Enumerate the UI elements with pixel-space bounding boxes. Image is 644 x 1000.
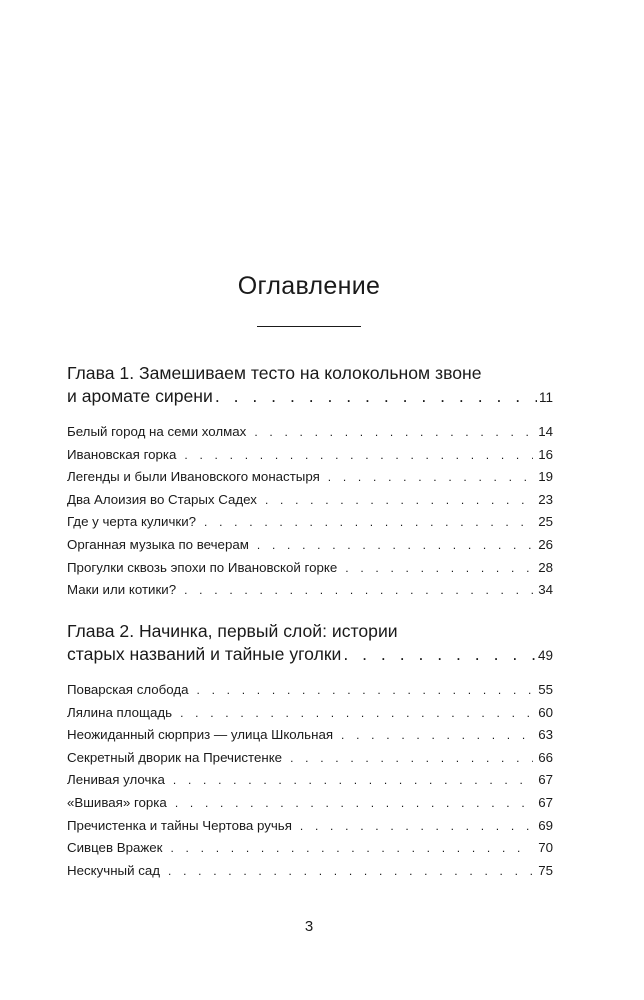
toc-entry[interactable]	[67, 514, 553, 537]
toc-entry[interactable]	[67, 560, 553, 583]
entry-page-number: 75	[538, 862, 553, 878]
toc-entry[interactable]	[67, 682, 553, 705]
dot-leader	[254, 425, 533, 439]
chapter-heading	[67, 362, 553, 409]
dot-leader	[180, 706, 533, 720]
entry-title: Два Алоизия во Старых Садех	[67, 491, 257, 507]
dot-leader	[328, 470, 533, 484]
entry-title: Сивцев Вражек	[67, 840, 163, 856]
chapter-heading-line1: Глава 2. Начинка, первый слой: истории	[67, 621, 398, 641]
dot-leader	[300, 819, 533, 833]
toc-entry[interactable]	[67, 469, 553, 492]
entry-page-number: 66	[538, 749, 553, 765]
chapter-1-entries	[67, 424, 553, 605]
entry-page-number: 28	[538, 559, 553, 575]
entry-page-number: 16	[538, 446, 553, 462]
entry-title: Белый город на семи холмах	[67, 424, 247, 439]
toc-entry[interactable]	[67, 537, 553, 560]
toc-entry[interactable]	[67, 795, 553, 818]
entry-title: Маки или котики?	[67, 582, 177, 598]
entry-title: Нескучный сад	[67, 862, 161, 878]
entry-title: Где у черта кулички?	[67, 514, 197, 530]
entry-title: Секретный дворик на Пречистенке	[67, 749, 283, 765]
entry-page-number: 69	[538, 817, 553, 833]
toc-entry[interactable]	[67, 705, 553, 728]
entry-page-number: 63	[538, 727, 553, 743]
toc-title: Оглавление	[237, 272, 381, 300]
entry-title: «Вшивая» горка	[67, 794, 167, 810]
title-underline	[257, 326, 361, 327]
toc-entry[interactable]	[67, 840, 553, 863]
entry-title: Ивановская горка	[67, 446, 177, 462]
chapter-page-number: 49	[537, 648, 553, 663]
dot-leader	[168, 864, 533, 878]
toc-entry[interactable]	[67, 582, 553, 605]
dot-leader	[184, 448, 533, 462]
dot-leader	[204, 515, 533, 529]
toc-entry[interactable]	[67, 447, 553, 470]
dot-leader	[290, 751, 533, 765]
toc-entry[interactable]	[67, 772, 553, 795]
dot-leader	[215, 385, 537, 408]
entry-title: Органная музыка по вечерам	[67, 536, 249, 552]
chapter-1	[67, 362, 553, 605]
dot-leader	[265, 493, 533, 507]
entry-page-number: 55	[538, 682, 553, 697]
toc-entry[interactable]	[67, 863, 553, 886]
entry-title: Лялина площадь	[67, 704, 173, 720]
chapter-heading-line2: старых названий и тайные уголки	[67, 644, 342, 664]
toc-entry[interactable]	[67, 818, 553, 841]
entry-page-number: 70	[538, 840, 553, 856]
entry-title: Легенды и были Ивановского монастыря	[67, 469, 320, 485]
chapter-2-entries	[67, 682, 553, 885]
dot-leader	[257, 538, 533, 552]
chapter-page-number: 11	[538, 390, 553, 405]
dot-leader	[345, 561, 533, 575]
chapter-heading-line2: и аромате сирени	[67, 386, 213, 406]
dot-leader	[175, 796, 533, 810]
dot-leader	[173, 773, 533, 787]
entry-page-number: 34	[538, 582, 553, 598]
entry-page-number: 67	[538, 794, 553, 810]
entry-page-number: 60	[538, 704, 553, 720]
entry-title: Ленивая улочка	[67, 772, 165, 788]
dot-leader	[341, 728, 533, 742]
toc-entry[interactable]	[67, 750, 553, 773]
dot-leader	[343, 643, 536, 666]
dot-leader	[184, 583, 533, 597]
entry-page-number: 67	[538, 772, 553, 788]
chapter-heading-line1: Глава 1. Замешиваем тесто на колокольном звоне	[67, 363, 482, 383]
dot-leader	[170, 841, 533, 855]
entry-title: Неожиданный сюрприз — улица Школьная	[67, 727, 334, 743]
toc-entry[interactable]	[67, 727, 553, 750]
entry-page-number: 23	[538, 491, 553, 507]
chapter-2	[67, 620, 553, 885]
chapter-heading	[67, 620, 553, 667]
entry-page-number: 26	[538, 536, 553, 552]
entry-title: Поварская слобода	[67, 682, 189, 697]
dot-leader	[197, 683, 533, 697]
entry-page-number: 14	[538, 424, 553, 439]
toc-entry[interactable]	[67, 492, 553, 515]
page-number: 3	[304, 918, 314, 935]
toc-entry[interactable]	[67, 424, 553, 447]
entry-title: Прогулки сквозь эпохи по Ивановской горке	[67, 559, 338, 575]
entry-page-number: 25	[538, 514, 553, 530]
entry-page-number: 19	[538, 469, 553, 485]
entry-title: Пречистенка и тайны Чертова ручья	[67, 817, 292, 833]
